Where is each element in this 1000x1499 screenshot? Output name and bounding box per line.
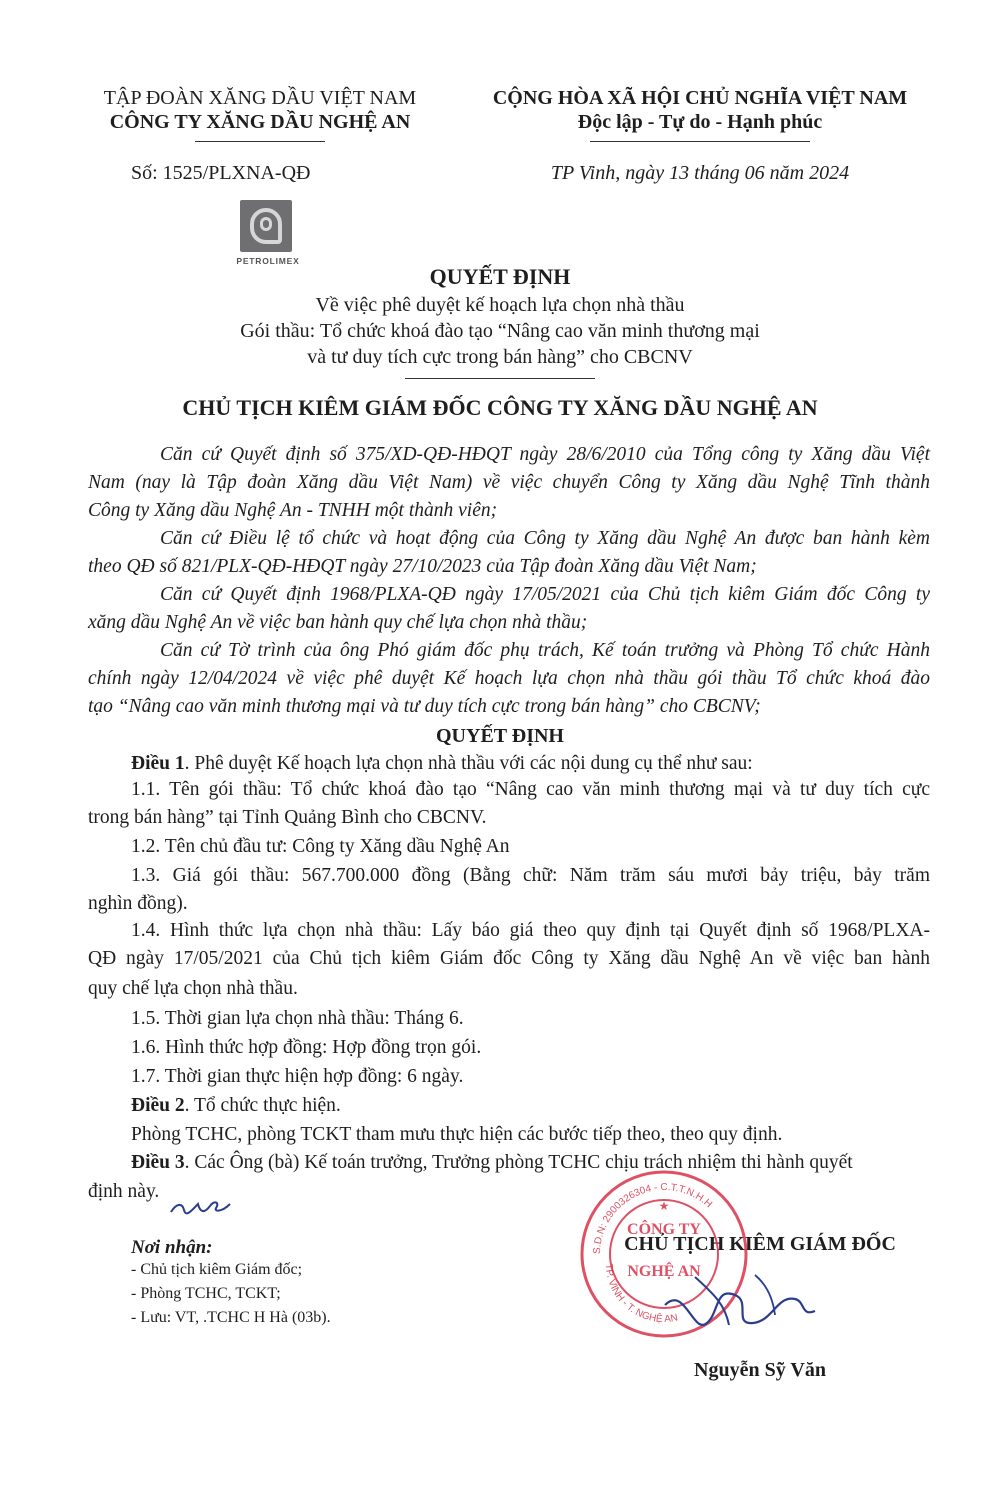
basis-line: chính ngày 12/04/2024 về việc phê duyệt Kế hoạch lựa chọn nhà thầu gói thầu Tổ chức khoá đào	[88, 668, 930, 689]
basis-line: Căn cứ Quyết định 1968/PLXA-QĐ ngày 17/05/2021 của Chủ tịch kiêm Giám đốc Công ty	[160, 584, 930, 605]
national-motto: Độc lập - Tự do - Hạnh phúc	[577, 111, 823, 133]
title-underline	[405, 378, 595, 379]
signature-title: CHỦ TỊCH KIÊM GIÁM ĐỐC	[624, 1233, 896, 1255]
recipients-title: Nơi nhận:	[131, 1237, 213, 1258]
decision-subtitle-2: Gói thầu: Tổ chức khoá đào tạo “Nâng cao văn minh thương mại	[240, 320, 760, 342]
article-1-line: trong bán hàng” tại Tỉnh Quảng Bình cho CBCNV.	[88, 807, 487, 828]
article-2-line: Phòng TCHC, phòng TCKT tham mưu thực hiện các bước tiếp theo, theo quy định.	[131, 1124, 783, 1145]
article-1-label: Điều 1	[131, 753, 185, 774]
org-name: CÔNG TY XĂNG DẦU NGHỆ AN	[109, 111, 411, 133]
logo-text: PETROLIMEX	[236, 256, 300, 266]
article-2-label: Điều 2	[131, 1095, 185, 1116]
article-1-line: 1.2. Tên chủ đầu tư: Công ty Xăng dầu Nghệ An	[131, 836, 510, 857]
article-3-line-2: định này.	[88, 1181, 160, 1202]
recipient-item: - Chủ tịch kiêm Giám đốc;	[131, 1261, 303, 1278]
article-1-line: 1.5. Thời gian lựa chọn nhà thầu: Tháng 6.	[131, 1008, 464, 1029]
petrolimex-logo-icon	[240, 200, 292, 252]
initial-mark-icon	[168, 1190, 238, 1224]
basis-line: Nam (nay là Tập đoàn Xăng dầu Việt Nam) về việc chuyển Công ty Xăng dầu Nghệ Tĩnh thành	[88, 472, 930, 493]
place-date: TP Vinh, ngày 13 tháng 06 năm 2024	[550, 162, 850, 184]
director-signature-icon	[655, 1265, 825, 1345]
basis-line: xăng dầu Nghệ An về việc ban hành quy chế lựa chọn nhà thầu;	[88, 612, 588, 633]
decision-subtitle-1: Về việc phê duyệt kế hoạch lựa chọn nhà thầu	[315, 294, 685, 316]
article-1-line: 1.7. Thời gian thực hiện hợp đồng: 6 ngày.	[131, 1066, 464, 1087]
basis-line: Căn cứ Tờ trình của ông Phó giám đốc phụ trách, Kế toán trưởng và Phòng Tổ chức Hành	[160, 640, 930, 661]
document-number: Số: 1525/PLXNA-QĐ	[131, 162, 311, 184]
recipient-item: - Phòng TCHC, TCKT;	[131, 1285, 281, 1302]
decision-subtitle-3: và tư duy tích cực trong bán hàng” cho CBCNV	[307, 346, 693, 368]
svg-text:★: ★	[658, 1199, 670, 1213]
basis-line: Căn cứ Quyết định số 375/XD-QĐ-HĐQT ngày 28/6/2010 của Tổng công ty Xăng dầu Việt	[160, 444, 930, 465]
seal-ring-top: S.D.N: 2900326304 - C.T.T.N.H.H	[591, 1181, 714, 1255]
decision-heading: QUYẾT ĐỊNH	[436, 725, 564, 747]
country-name: CỘNG HÒA XÃ HỘI CHỦ NGHĨA VIỆT NAM	[492, 87, 908, 109]
article-3-label: Điều 3	[131, 1152, 185, 1173]
article-1-line: 1.1. Tên gói thầu: Tổ chức khoá đào tạo “Nâng cao văn minh thương mại và tư duy tích cực	[131, 779, 930, 800]
basis-line: Căn cứ Điều lệ tổ chức và hoạt động của Công ty Xăng dầu Nghệ An được ban hành kèm	[160, 528, 930, 549]
seal-place: NGHỆ AN	[627, 1263, 701, 1280]
article-1-line: 1.4. Hình thức lựa chọn nhà thầu: Lấy báo giá theo quy định tại Quyết định số 1968/PLXA-	[131, 920, 930, 941]
motto-underline	[590, 141, 810, 142]
article-1-line: QĐ ngày 17/05/2021 của Chủ tịch kiêm Giám đốc Công ty Xăng dầu Nghệ An về việc ban hành	[88, 948, 930, 969]
basis-line: Công ty Xăng dầu Nghệ An - TNHH một thành viên;	[88, 500, 498, 521]
article-1-line: 1.3. Giá gói thầu: 567.700.000 đồng (Bằng chữ: Năm trăm sáu mươi bảy triệu, bảy trăm	[131, 865, 930, 886]
article-1-line: 1.6. Hình thức hợp đồng: Hợp đồng trọn gói.	[131, 1037, 482, 1058]
decision-title: QUYẾT ĐỊNH	[429, 264, 571, 289]
article-1	[131, 750, 753, 778]
article-1-line: nghìn đồng).	[88, 893, 188, 914]
recipient-item: - Lưu: VT, .TCHC H Hà (03b).	[131, 1309, 331, 1326]
basis-line: tạo “Nâng cao văn minh thương mại và tư duy tích cực trong bán hàng” cho CBCNV;	[88, 696, 761, 717]
article-3-text: . Các Ông (bà) Kế toán trưởng, Trưởng phòng TCHC chịu trách nhiệm thi hành quyết	[184, 1152, 853, 1173]
seal-ring-bottom: TP. VINH - T. NGHỆ AN	[602, 1263, 679, 1326]
article-2-text: . Tổ chức thực hiện.	[184, 1095, 341, 1116]
article-2	[131, 1092, 341, 1120]
seal-company: CÔNG TY	[627, 1221, 701, 1238]
issuing-authority: CHỦ TỊCH KIÊM GIÁM ĐỐC CÔNG TY XĂNG DẦU NGHỆ AN	[182, 395, 818, 420]
org-underline	[195, 141, 325, 142]
signer-name: Nguyễn Sỹ Văn	[694, 1359, 826, 1381]
org-parent: TẬP ĐOÀN XĂNG DẦU VIỆT NAM	[103, 87, 417, 109]
article-1-text: . Phê duyệt Kế hoạch lựa chọn nhà thầu với các nội dung cụ thể như sau:	[184, 753, 753, 774]
basis-line: theo QĐ số 821/PLX-QĐ-HĐQT ngày 27/10/2023 của Tập đoàn Xăng dầu Việt Nam;	[88, 556, 757, 577]
article-1-line: quy chế lựa chọn nhà thầu.	[88, 978, 298, 999]
